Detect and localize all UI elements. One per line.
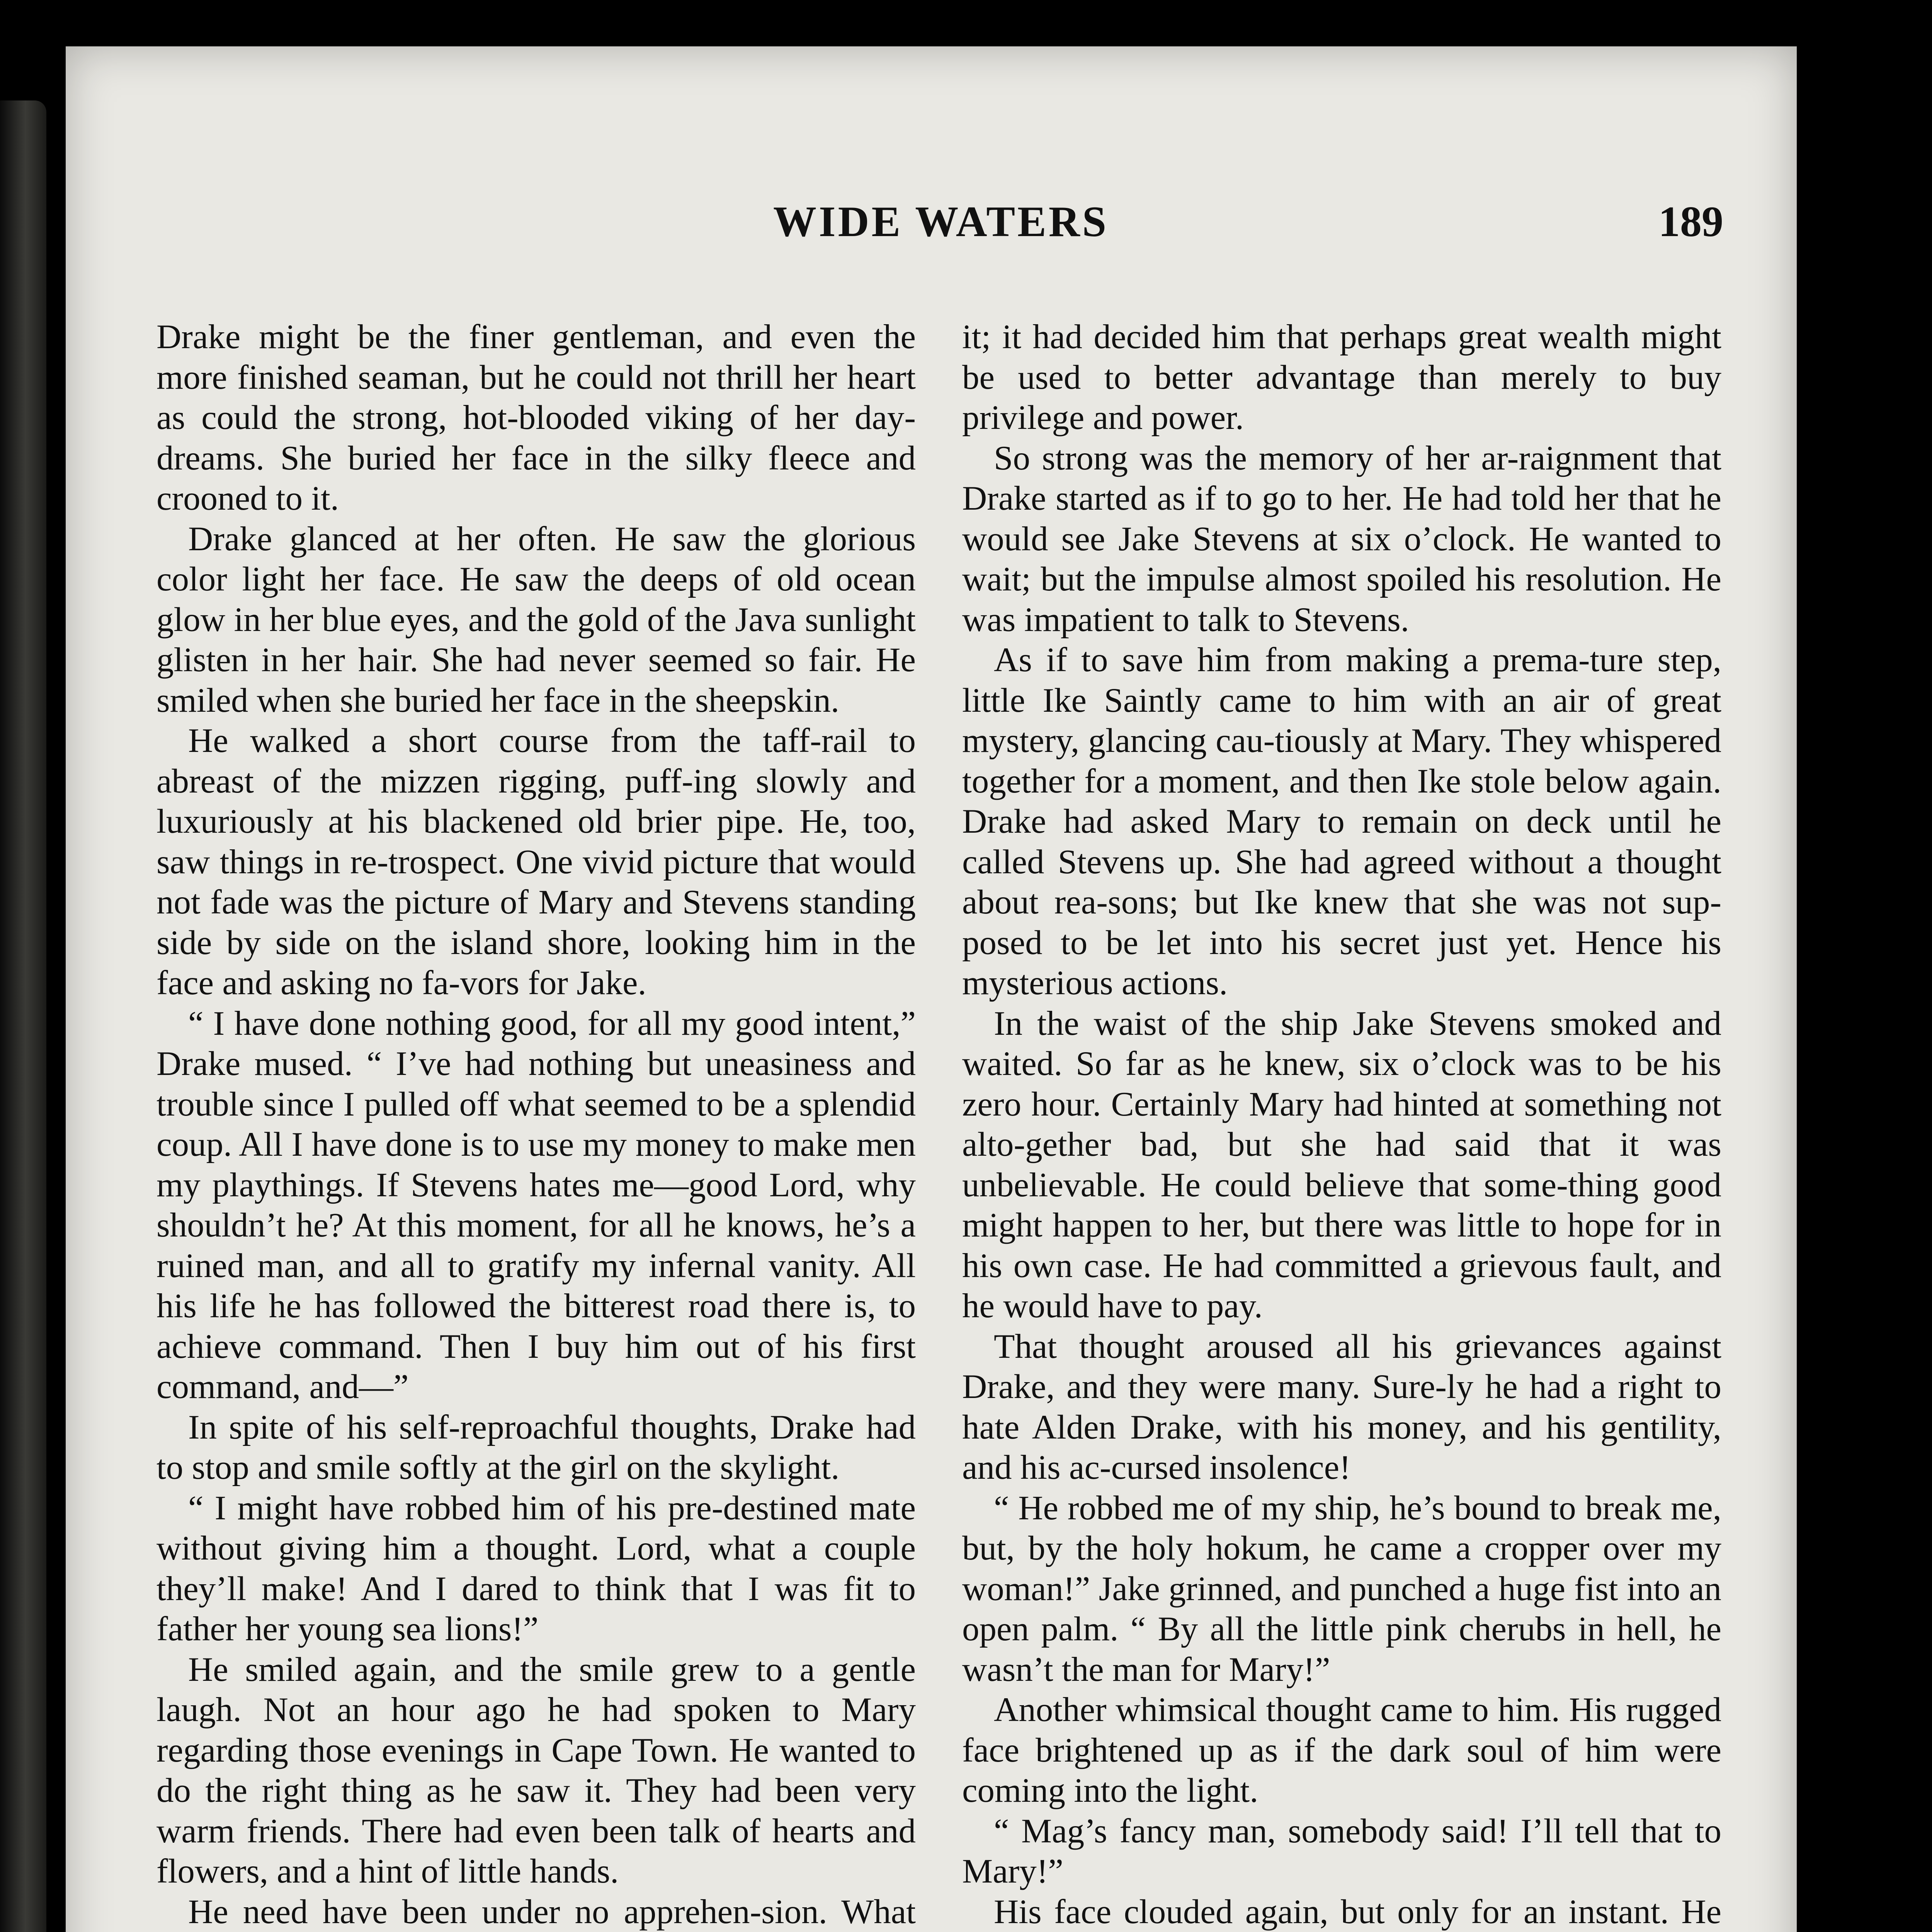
paragraph: “ Mag’s fancy man, somebody said! I’ll tell that to Mary!” — [962, 1812, 1721, 1890]
running-title: WIDE WATERS — [773, 198, 1109, 246]
paragraph: “ He robbed me of my ship, he’s bound to break me, but, by the holy hokum, he came a cropper over my woman!” Jake grinned, and punched a huge fist into an open palm. “ By all the little pink cherubs in hell, he wasn’t the man for Mary!” — [962, 1489, 1721, 1689]
paragraph: So strong was the memory of her ar-raignment that Drake started as if to go to her. He had told her that he would see Jake Stevens at six o’clock. He wanted to wait; but the impulse almost spoiled his resolution. He was impatient to talk to Stevens. — [962, 439, 1721, 639]
page-number: 189 — [1658, 198, 1723, 246]
paragraph: He smiled again, and the smile grew to a gentle laugh. Not an hour ago he had spoken to Mary regarding those evenings in Cape Town. He wanted to do the right thing as he saw it. They had been very warm friends. There had even been talk of hearts and flowers, and a hint of little hands. — [156, 1650, 916, 1890]
paragraph: Drake might be the finer gentleman, and even the more finished seaman, but he could not thrill her heart as could the strong, hot-blooded viking of her day-dreams. She buried her face in the silky fleece and crooned to it. — [156, 318, 916, 517]
paragraph: “ I have done nothing good, for all my good intent,” Drake mused. “ I’ve had nothing but uneasiness and trouble since I pulled off what seemed to be a splendid coup. All I have done is to use my money to make men my playthings. If Stevens hates me—good Lord, why shouldn’t he? At this moment, for all he knows, he’s a ruined man, and all to gratify my infernal vanity. All his life he has followed the bitterest road there is, to achieve command. Then I buy him out of his first command, and—” — [156, 1004, 916, 1406]
paragraph: As if to save him from making a prema-ture step, little Ike Saintly came to him with an air of great mystery, glancing cau-tiously at Mary. They whispered together for a moment, and then Ike stole below again. Drake had asked Mary to remain on deck until he called Stevens up. She had agreed without a thought about rea-sons; but Ike knew that she was not sup-posed to be let into his secret just yet. Hence his mysterious actions. — [962, 641, 1721, 1002]
book-page — [66, 46, 1797, 1932]
paragraph: In spite of his self-reproachful thoughts, Drake had to stop and smile softly at the girl on the skylight. — [156, 1408, 916, 1486]
paragraph: Drake glanced at her often. He saw the glorious color light her face. He saw the deeps of old ocean glow in her blue eyes, and the gold of the Java sunlight glisten in her hair. She had never seemed so fair. He smiled when she buried her face in the sheepskin. — [156, 520, 916, 719]
paragraph: it; it had decided him that perhaps great wealth might be used to better advantage than merely to buy privilege and power. — [962, 318, 1721, 437]
paragraph: “ I might have robbed him of his pre-destined mate without giving him a thought. Lord, what a couple they’ll make! And I dared to think that I was fit to father her young sea lions!” — [156, 1489, 916, 1648]
paragraph: In the waist of the ship Jake Stevens smoked and waited. So far as he knew, six o’clock was to be his zero hour. Certainly Mary had hinted at something not alto-gether bad, but she had said that it was unbelievable. He could believe that some-thing good might happen to her, but there was little to hope for in his own case. He had committed a grievous fault, and he would have to pay. — [962, 1004, 1721, 1325]
paragraph: That thought aroused all his grievances against Drake, and they were many. Sure-ly he had a right to hate Alden Drake, with his money, and his gentility, and his ac-cursed insolence! — [962, 1327, 1721, 1486]
right-column — [962, 317, 1721, 1932]
left-column — [156, 317, 916, 1932]
paragraph: He need have been under no apprehen-sion. What — [188, 1893, 916, 1931]
adjacent-page-edge — [0, 100, 46, 1932]
page-header — [158, 197, 1723, 259]
text-columns — [156, 317, 1721, 1932]
paragraph: His face clouded again, but only for an instant. He — [994, 1893, 1721, 1931]
paragraph: He walked a short course from the taff-rail to abreast of the mizzen rigging, puff-ing slowly and luxuriously at his blackened old brier pipe. He, too, saw things in re-trospect. One vivid picture that would not fade was the picture of Mary and Stevens standing side by side on the island shore, looking him in the face and asking no fa-vors for Jake. — [156, 722, 916, 1002]
paragraph: Another whimsical thought came to him. His rugged face brightened up as if the dark soul of him were coming into the light. — [962, 1691, 1721, 1810]
